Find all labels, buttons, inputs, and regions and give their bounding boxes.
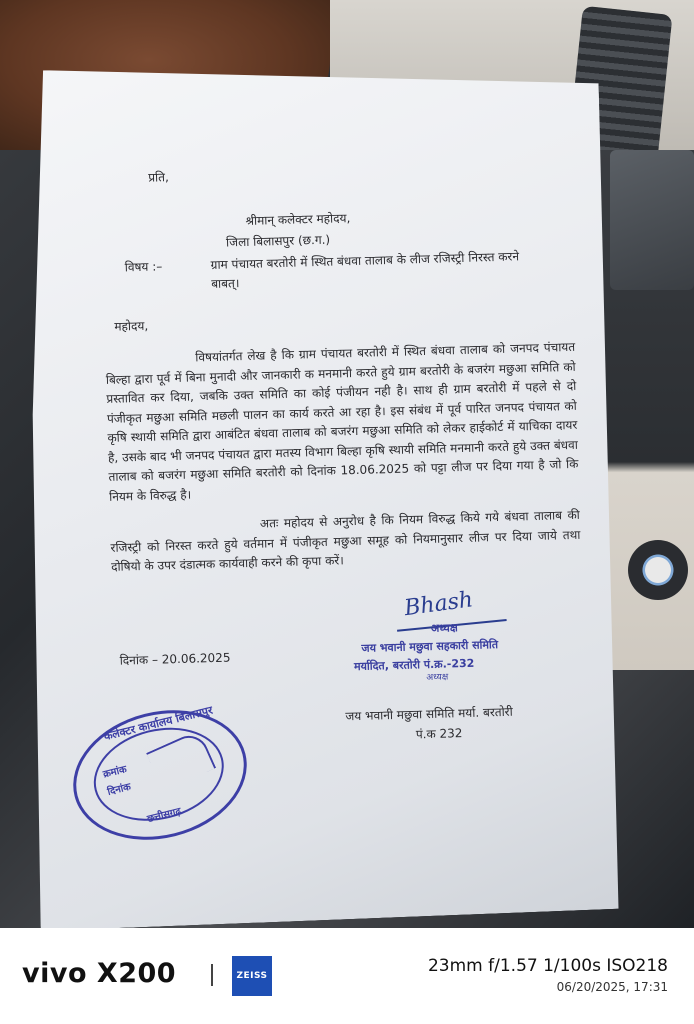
seal-sub: अध्यक्ष: [426, 671, 449, 683]
stamp-bottom-text: छत्तीसगढ़: [146, 806, 183, 826]
infotainment-screen: [610, 150, 694, 290]
camera-brand: vivo X200: [22, 958, 177, 989]
camera-specs: 23mm f/1.57 1/100s ISO218: [427, 956, 668, 976]
letter-body: [100, 157, 586, 763]
address-line-2: जिला बिलासपुर (छ.ग.): [225, 232, 331, 250]
stamp-top-text: कलेक्टर कार्यालय बिलासपुर: [102, 703, 214, 744]
letter-to: प्रति,: [148, 170, 170, 185]
stamp-dinank: दिनांक: [106, 781, 133, 799]
paragraph-2: अतः महोदय से अनुरोध है कि नियम विरुद्ध किये गये बंधवा तालाब की रजिस्ट्री को निरस्त करते हुये वर्तमान में पंजीकृत मछुआ समूह को नियमानुसार लीज पर दिया जाये तथा दोषियो के उपर दंडात्मक कार्यवाही करने की कृपा करें।: [110, 507, 581, 574]
camera-watermark-bar: [0, 928, 694, 1024]
subject-text: ग्राम पंचायत बरतोरी में स्थित बंधवा तालाब के लीज रजिस्ट्री निरस्त करने बाबत्।: [210, 248, 520, 291]
subject-row: [124, 245, 573, 296]
seal-title: अध्यक्ष: [430, 620, 458, 635]
stamp-krmank: क्रमांक: [102, 764, 128, 781]
paragraph-1: विषयांतर्गत लेख है कि ग्राम पंचायत बरतोरी में स्थित बंधवा तालाब को जनपद पंचायत बिल्हा द्वारा पूर्व में बिना मुनादी और जानकारी क मनमानी करते हुये ग्राम बरतोरी के बजरंग मछुआ समिति को प्रस्तावित कर दिया, जबकि उक्त समिति का कोई पंजीयन नही है। साथ ही ग्राम बरतोरी में पहले से दो पंजीकृत मछुआ समिति मछली पालन का कार्य करते आ रहा है। इस संबंध में पूर्व पारित जनपद पंचायत को कृषि स्थायी समिति द्वारा आबंटित बंधवा तालाब को बजरंग मछुआ समिति को लेकर हाईकोर्ट में याचिका दायर है, उसके बाद भी जनपद पंचायत द्वारा मतस्य विभाग बिल्हा कृषि स्थायी समिति मनमानी करते हुये उक्त बंधवा तालाब को बजरंग मछुआ समिति बरतोरी को दिनांक 18.06.2025 को पट्टा लीज पर दिया गया है जो कि नियम के विरुद्ध है।: [105, 339, 579, 504]
climate-knob: [628, 540, 688, 600]
salutation: महोदय,: [114, 318, 149, 334]
camera-datetime: 06/20/2025, 17:31: [556, 980, 668, 994]
address-line-1: श्रीमान् कलेक्टर महोदय,: [245, 210, 351, 228]
zeiss-logo-icon: ZEISS: [232, 956, 272, 996]
seal-line-2: मर्यादित, बरतोरी पं.क्र.-232: [353, 656, 475, 673]
brand-separator: [211, 964, 213, 986]
org-line-1: जय भवानी मछुवा समिति मर्या. बरतोरी: [345, 704, 513, 723]
seal-line-1: जय भवानी मछुवा सहकारी समिति: [361, 637, 499, 655]
date-line: दिनांक – 20.06.2025: [119, 650, 231, 668]
org-line-2: पं.क 232: [415, 725, 463, 741]
handwritten-signature: Bhash: [402, 586, 475, 621]
subject-label: विषय :–: [124, 258, 163, 274]
